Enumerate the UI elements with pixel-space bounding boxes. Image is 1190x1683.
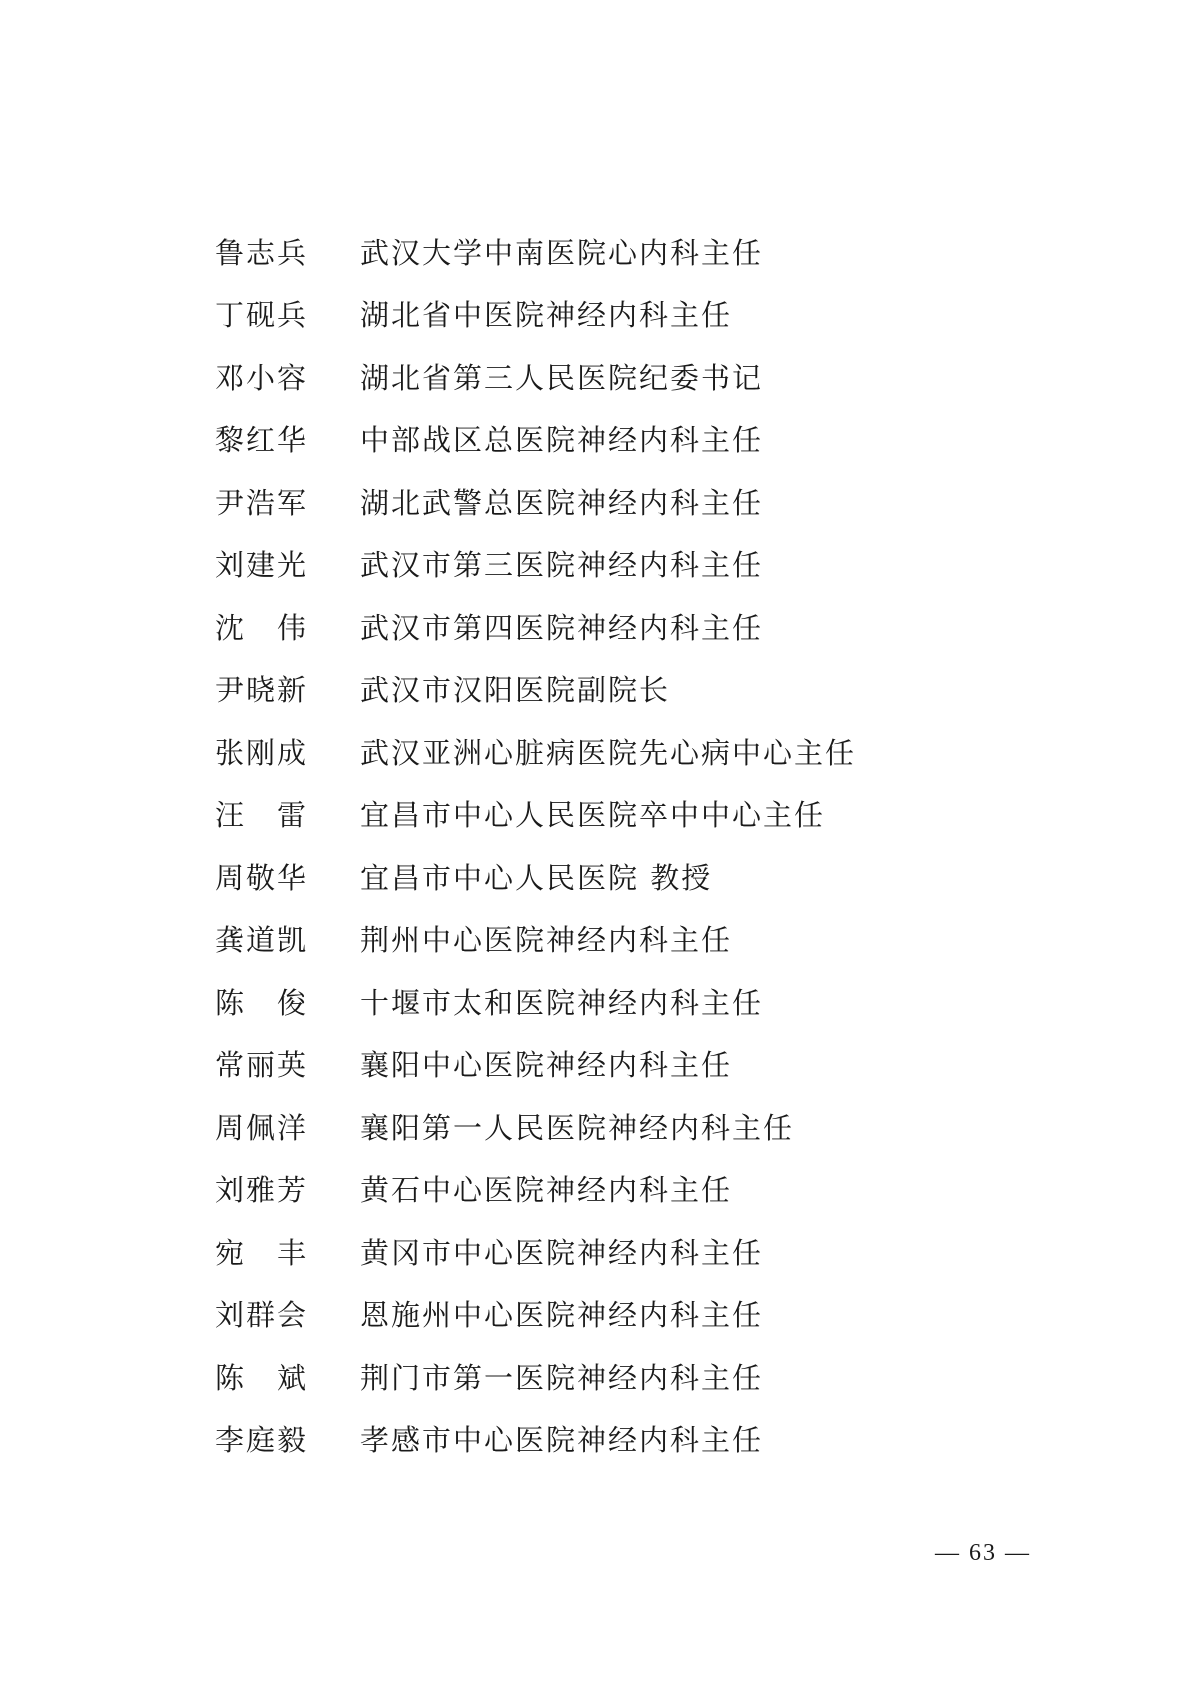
member-affiliation: 荆州中心医院神经内科主任 [360,923,733,958]
member-affiliation: 武汉亚洲心脏病医院先心病中心主任 [360,735,857,770]
member-name: 龚道凯 [215,923,309,958]
list-item [215,1408,856,1471]
member-name: 黎红华 [215,423,309,458]
member-affiliation: 武汉市第三医院神经内科主任 [360,548,764,583]
list-item [215,908,856,971]
list-item [215,345,856,408]
member-affiliation: 湖北武警总医院神经内科主任 [360,485,764,520]
member-name: 尹晓新 [215,673,309,708]
member-name: 尹浩军 [215,485,309,520]
page-number: — 63 — [935,1540,1031,1566]
list-item [215,1220,856,1283]
member-affiliation: 恩施州中心医院神经内科主任 [360,1298,764,1333]
member-name: 汪 雷 [215,798,309,833]
member-affiliation: 十堰市太和医院神经内科主任 [360,985,764,1020]
member-name: 陈 斌 [215,1360,309,1395]
member-affiliation: 武汉大学中南医院心内科主任 [360,235,764,270]
list-item [215,845,856,908]
list-item [215,783,856,846]
member-name: 常丽英 [215,1048,309,1083]
list-item [215,1158,856,1221]
member-affiliation: 湖北省中医院神经内科主任 [360,298,733,333]
list-item [215,970,856,1033]
list-item [215,1345,856,1408]
member-name: 鲁志兵 [215,235,309,270]
member-name: 刘群会 [215,1298,309,1333]
list-item [215,658,856,721]
member-affiliation: 武汉市第四医院神经内科主任 [360,610,764,645]
member-affiliation: 荆门市第一医院神经内科主任 [360,1360,764,1395]
list-item [215,1033,856,1096]
member-name: 邓小容 [215,360,309,395]
member-name: 刘建光 [215,548,309,583]
member-affiliation: 宜昌市中心人民医院卒中中心主任 [360,798,826,833]
member-affiliation: 孝感市中心医院神经内科主任 [360,1423,764,1458]
list-item [215,595,856,658]
member-affiliation: 武汉市汉阳医院副院长 [360,673,671,708]
list-item [215,533,856,596]
member-name: 宛 丰 [215,1235,309,1270]
list-item [215,283,856,346]
list-item [215,1283,856,1346]
member-list [215,220,856,1470]
member-affiliation: 黄石中心医院神经内科主任 [360,1173,733,1208]
list-item [215,720,856,783]
member-name: 丁砚兵 [215,298,309,333]
list-item [215,1095,856,1158]
member-affiliation: 宜昌市中心人民医院 教授 [360,860,713,895]
member-name: 沈 伟 [215,610,309,645]
member-affiliation: 黄冈市中心医院神经内科主任 [360,1235,764,1270]
member-affiliation: 湖北省第三人民医院纪委书记 [360,360,764,395]
member-name: 周敬华 [215,860,309,895]
member-affiliation: 中部战区总医院神经内科主任 [360,423,764,458]
member-name: 李庭毅 [215,1423,309,1458]
member-affiliation: 襄阳中心医院神经内科主任 [360,1048,733,1083]
member-name: 刘雅芳 [215,1173,309,1208]
list-item [215,408,856,471]
member-affiliation: 襄阳第一人民医院神经内科主任 [360,1110,795,1145]
list-item [215,470,856,533]
list-item [215,220,856,283]
member-name: 周佩洋 [215,1110,309,1145]
member-name: 张刚成 [215,735,309,770]
member-name: 陈 俊 [215,985,309,1020]
